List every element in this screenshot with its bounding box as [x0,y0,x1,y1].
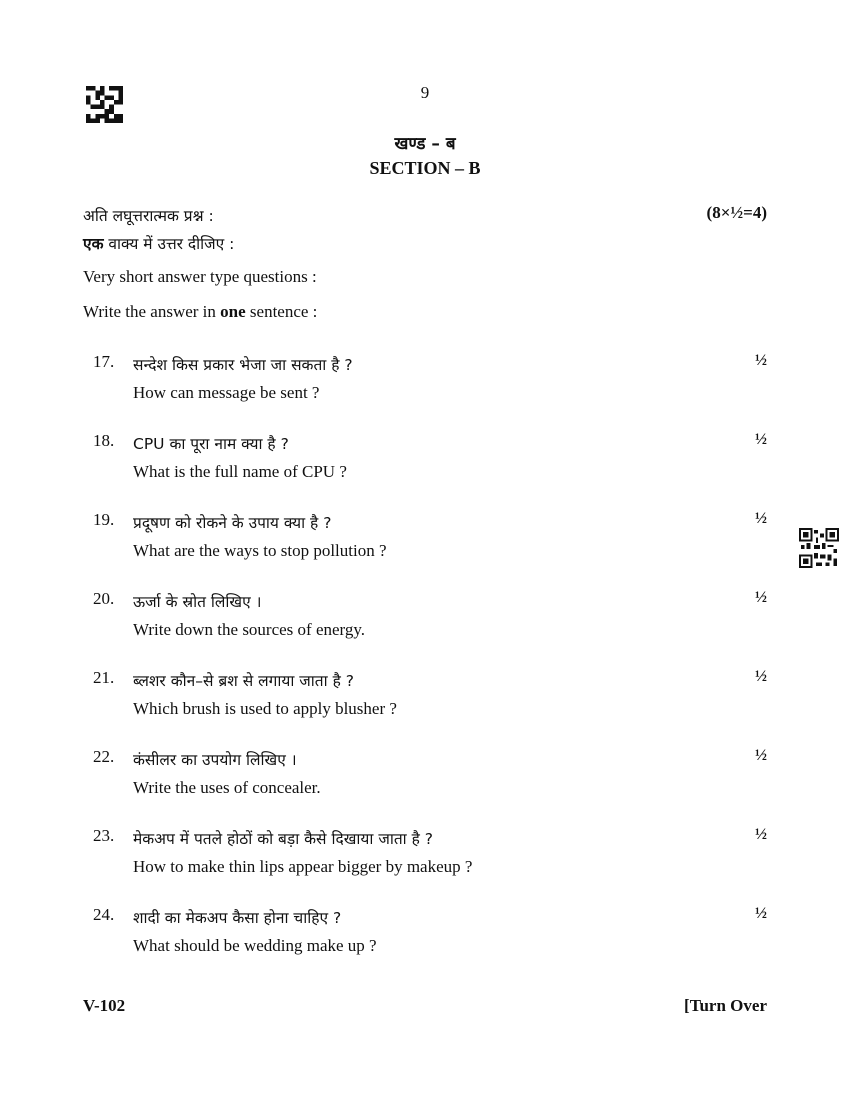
question-number: 24. [93,905,115,924]
question-text-hindi: सन्देश किस प्रकार भेजा जा सकता है ? [133,356,353,374]
question-number: 20. [93,589,115,608]
instruction-hindi-rest: वाक्य में उत्तर दीजिए : [103,235,235,253]
question-marks: ½ [755,826,767,843]
page-number: 9 [420,83,430,102]
question-20 [0,589,850,659]
question-text-english: What is the full name of CPU ? [133,462,347,481]
question-marks: ½ [755,589,767,606]
instruction-english-post: sentence : [245,302,318,321]
instruction-hindi-line2 [83,232,234,254]
question-22 [0,747,850,817]
paper-code: V-102 [83,996,126,1015]
question-marks: ½ [755,510,767,527]
question-marks: ½ [755,668,767,685]
question-text-english: How to make thin lips appear bigger by makeup ? [133,857,473,876]
section-title-english: SECTION – B [369,158,481,178]
question-text-english: Write down the sources of energy. [133,620,366,639]
instruction-hindi-line1: अति लघूत्तरात्मक प्रश्न : [83,207,214,225]
question-text-hindi: CPU का पूरा नाम क्या है ? [133,435,289,453]
question-text-english: What should be wedding make up ? [133,936,377,955]
question-marks: ½ [755,905,767,922]
question-number: 19. [93,510,115,529]
question-number: 22. [93,747,115,766]
question-text-hindi: शादी का मेकअप कैसा होना चाहिए ? [133,909,342,927]
instruction-english-line2 [83,302,317,322]
question-number: 23. [93,826,115,845]
question-18 [0,431,850,501]
question-marks: ½ [755,431,767,448]
question-text-english: What are the ways to stop pollution ? [133,541,387,560]
section-marks: (8×½=4) [706,203,767,222]
question-text-hindi: मेकअप में पतले होठों को बड़ा कैसे दिखाया जाता है ? [133,830,433,848]
question-text-hindi: प्रदूषण को रोकने के उपाय क्या है ? [133,514,332,532]
instruction-english-bold: one [220,302,246,321]
question-number: 21. [93,668,115,687]
question-24 [0,905,850,975]
section-title-hindi: खण्ड – ब [394,134,456,154]
question-23 [0,826,850,896]
question-text-english: How can message be sent ? [133,383,320,402]
turn-over-label: [Turn Over [684,996,767,1015]
question-number: 17. [93,352,115,371]
question-marks: ½ [755,352,767,369]
question-marks: ½ [755,747,767,764]
instruction-hindi-bold: एक [83,235,104,253]
question-text-hindi: कंसीलर का उपयोग लिखिए । [133,751,297,769]
instruction-english-line1: Very short answer type questions : [83,267,317,286]
question-21 [0,668,850,738]
question-19 [0,510,850,580]
question-text-hindi: ब्लशर कौन–से ब्रश से लगाया जाता है ? [133,672,354,690]
question-17 [0,352,850,422]
question-text-english: Which brush is used to apply blusher ? [133,699,397,718]
question-text-english: Write the uses of concealer. [133,778,321,797]
question-text-hindi: ऊर्जा के स्रोत लिखिए । [133,593,262,611]
question-number: 18. [93,431,115,450]
instruction-english-pre: Write the answer in [83,302,221,321]
